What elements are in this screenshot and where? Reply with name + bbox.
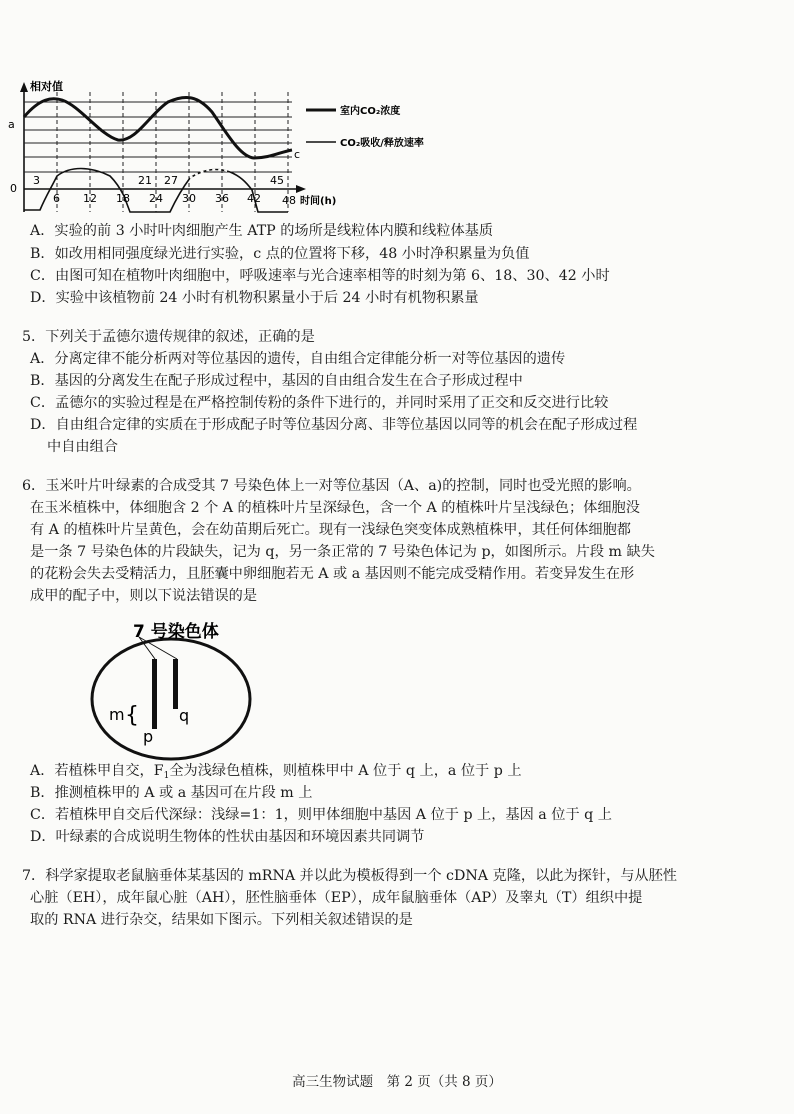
q6-stem-line: 在玉米植株中，体细胞含 2 个 A 的植株叶片呈深绿色，含一个 A 的植株叶片呈浅绿色；体细胞没 xyxy=(30,500,640,516)
q5-option-b: B．基因的分离发生在配子形成过程中，基因的自由组合发生在合子形成过程中 xyxy=(30,373,523,389)
q6-stem-line: 6．玉米叶片叶绿素的合成受其 7 号染色体上一对等位基因（A、a)的控制，同时也受光照的影响。 xyxy=(22,478,641,494)
q5-option-c: C．孟德尔的实验过程是在严格控制传粉的条件下进行的，并同时采用了正交和反交进行比较 xyxy=(30,395,609,411)
figure-title: 7 号染色体 xyxy=(133,622,219,642)
q5-option-d: D．自由组合定律的实质在于形成配子时等位基因分离、非等位基因以同等的机会在配子形成过程 xyxy=(30,417,638,433)
x-label-top: 45 xyxy=(270,174,284,187)
q4-option-d: D．实验中该植物前 24 小时有机物积累量小于后 24 小时有机物积累量 xyxy=(30,290,479,306)
q4-option-a: A．实验的前 3 小时叶肉细胞产生 ATP 的场所是线粒体内膜和线粒体基质 xyxy=(30,223,494,239)
x-label-bottom: 36 xyxy=(215,192,229,205)
x-label-top: 27 xyxy=(164,174,178,187)
q4-option-b: B．如改用相同强度绿光进行实验，c 点的位置将下移，48 小时净积累量为负值 xyxy=(30,246,530,262)
q6-option-c: C．若植株甲自交后代深绿：浅绿=1：1，则甲体细胞中基因 A 位于 p 上，基因 a 位于 q 上 xyxy=(30,807,612,823)
legend-concentration: 室内CO₂浓度 xyxy=(340,106,401,117)
q6-stem-line: 是一条 7 号染色体的片段缺失，记为 q，另一条正常的 7 号染色体记为 p，如图所示。片段 m 缺失 xyxy=(30,544,655,560)
y-axis-title: 相对值 xyxy=(30,80,63,93)
x-label-bottom: 42 xyxy=(247,192,261,205)
page-footer: 高三生物试题 第 2 页（共 8 页） xyxy=(292,1074,502,1090)
x-label-bottom: 30 xyxy=(182,192,196,205)
q7-stem-line: 7．科学家提取老鼠脑垂体某基因的 mRNA 并以此为模板得到一个 cDNA 克隆，以此为探针，与从胚性 xyxy=(22,868,677,884)
q6-option-a: A．若植株甲自交，$F_1$全为浅绿色植株，则植株甲中 A 位于 q 上，a 位于 p 上 xyxy=(30,763,522,781)
q7-stem-line: 取的 RNA 进行杂交，结果如下图示。下列相关叙述错误的是 xyxy=(30,912,413,928)
y-mark-0: 0 xyxy=(10,182,17,195)
point-c-label: c xyxy=(294,148,301,161)
y-mark-a: a xyxy=(8,118,15,131)
q6-option-d: D．叶绿素的合成说明生物体的性状由基因和环境因素共同调节 xyxy=(30,829,425,845)
q5-stem: 5．下列关于孟德尔遗传规律的叙述，正确的是 xyxy=(22,329,315,345)
x-label-bottom: 24 xyxy=(149,192,163,205)
x-label-top: 21 xyxy=(138,174,152,187)
q6-stem-line: 的花粉会失去受精活力，且胚囊中卵细胞若无 A 或 a 基因则不能完成受精作用。若变异发生在形 xyxy=(30,566,635,582)
q5-option-d-cont: 中自由组合 xyxy=(47,439,118,455)
x-axis-title: 时间(h) xyxy=(300,196,337,207)
x-label-bottom: 6 xyxy=(53,192,60,205)
cell-outline xyxy=(92,639,250,759)
co2-concentration-curve xyxy=(24,97,292,158)
q5-option-a: A．分离定律不能分析两对等位基因的遗传，自由组合定律能分析一对等位基因的遗传 xyxy=(30,351,566,367)
label-m: m xyxy=(109,705,125,724)
q4-graph xyxy=(0,0,470,225)
label-q: q xyxy=(179,706,190,725)
x-axis-arrow xyxy=(296,185,306,193)
q6-stem-line: 有 A 的植株叶片呈黄色，会在幼苗期后死亡。现有一浅绿色突变体成熟植株甲，其任何体细胞都 xyxy=(30,522,631,538)
x-label-bottom: 48 xyxy=(282,194,296,207)
chromosome-q xyxy=(173,659,178,709)
x-label-bottom: 18 xyxy=(116,192,130,205)
q6-stem-line: 成甲的配子中，则以下说法错误的是 xyxy=(30,588,258,604)
legend-rate: CO₂吸收/释放速率 xyxy=(340,138,424,149)
q4-option-c: C．由图可知在植物叶肉细胞中，呼吸速率与光合速率相等的时刻为第 6、18、30、42 小时 xyxy=(30,268,610,284)
brace-icon: { xyxy=(125,703,139,728)
x-label-top: 3 xyxy=(33,174,40,187)
x-label-bottom: 12 xyxy=(83,192,97,205)
chromosome-figure xyxy=(85,615,255,765)
chromosome-p xyxy=(152,659,157,729)
q7-stem-line: 心脏（EH），成年鼠心脏（AH），胚性脑垂体（EP），成年鼠脑垂体（AP）及睾丸（T）组织中提 xyxy=(30,890,643,906)
q6-option-b: B．推测植株甲的 A 或 a 基因可在片段 m 上 xyxy=(30,785,313,801)
y-axis-arrow xyxy=(20,82,28,92)
label-p: p xyxy=(143,727,154,746)
